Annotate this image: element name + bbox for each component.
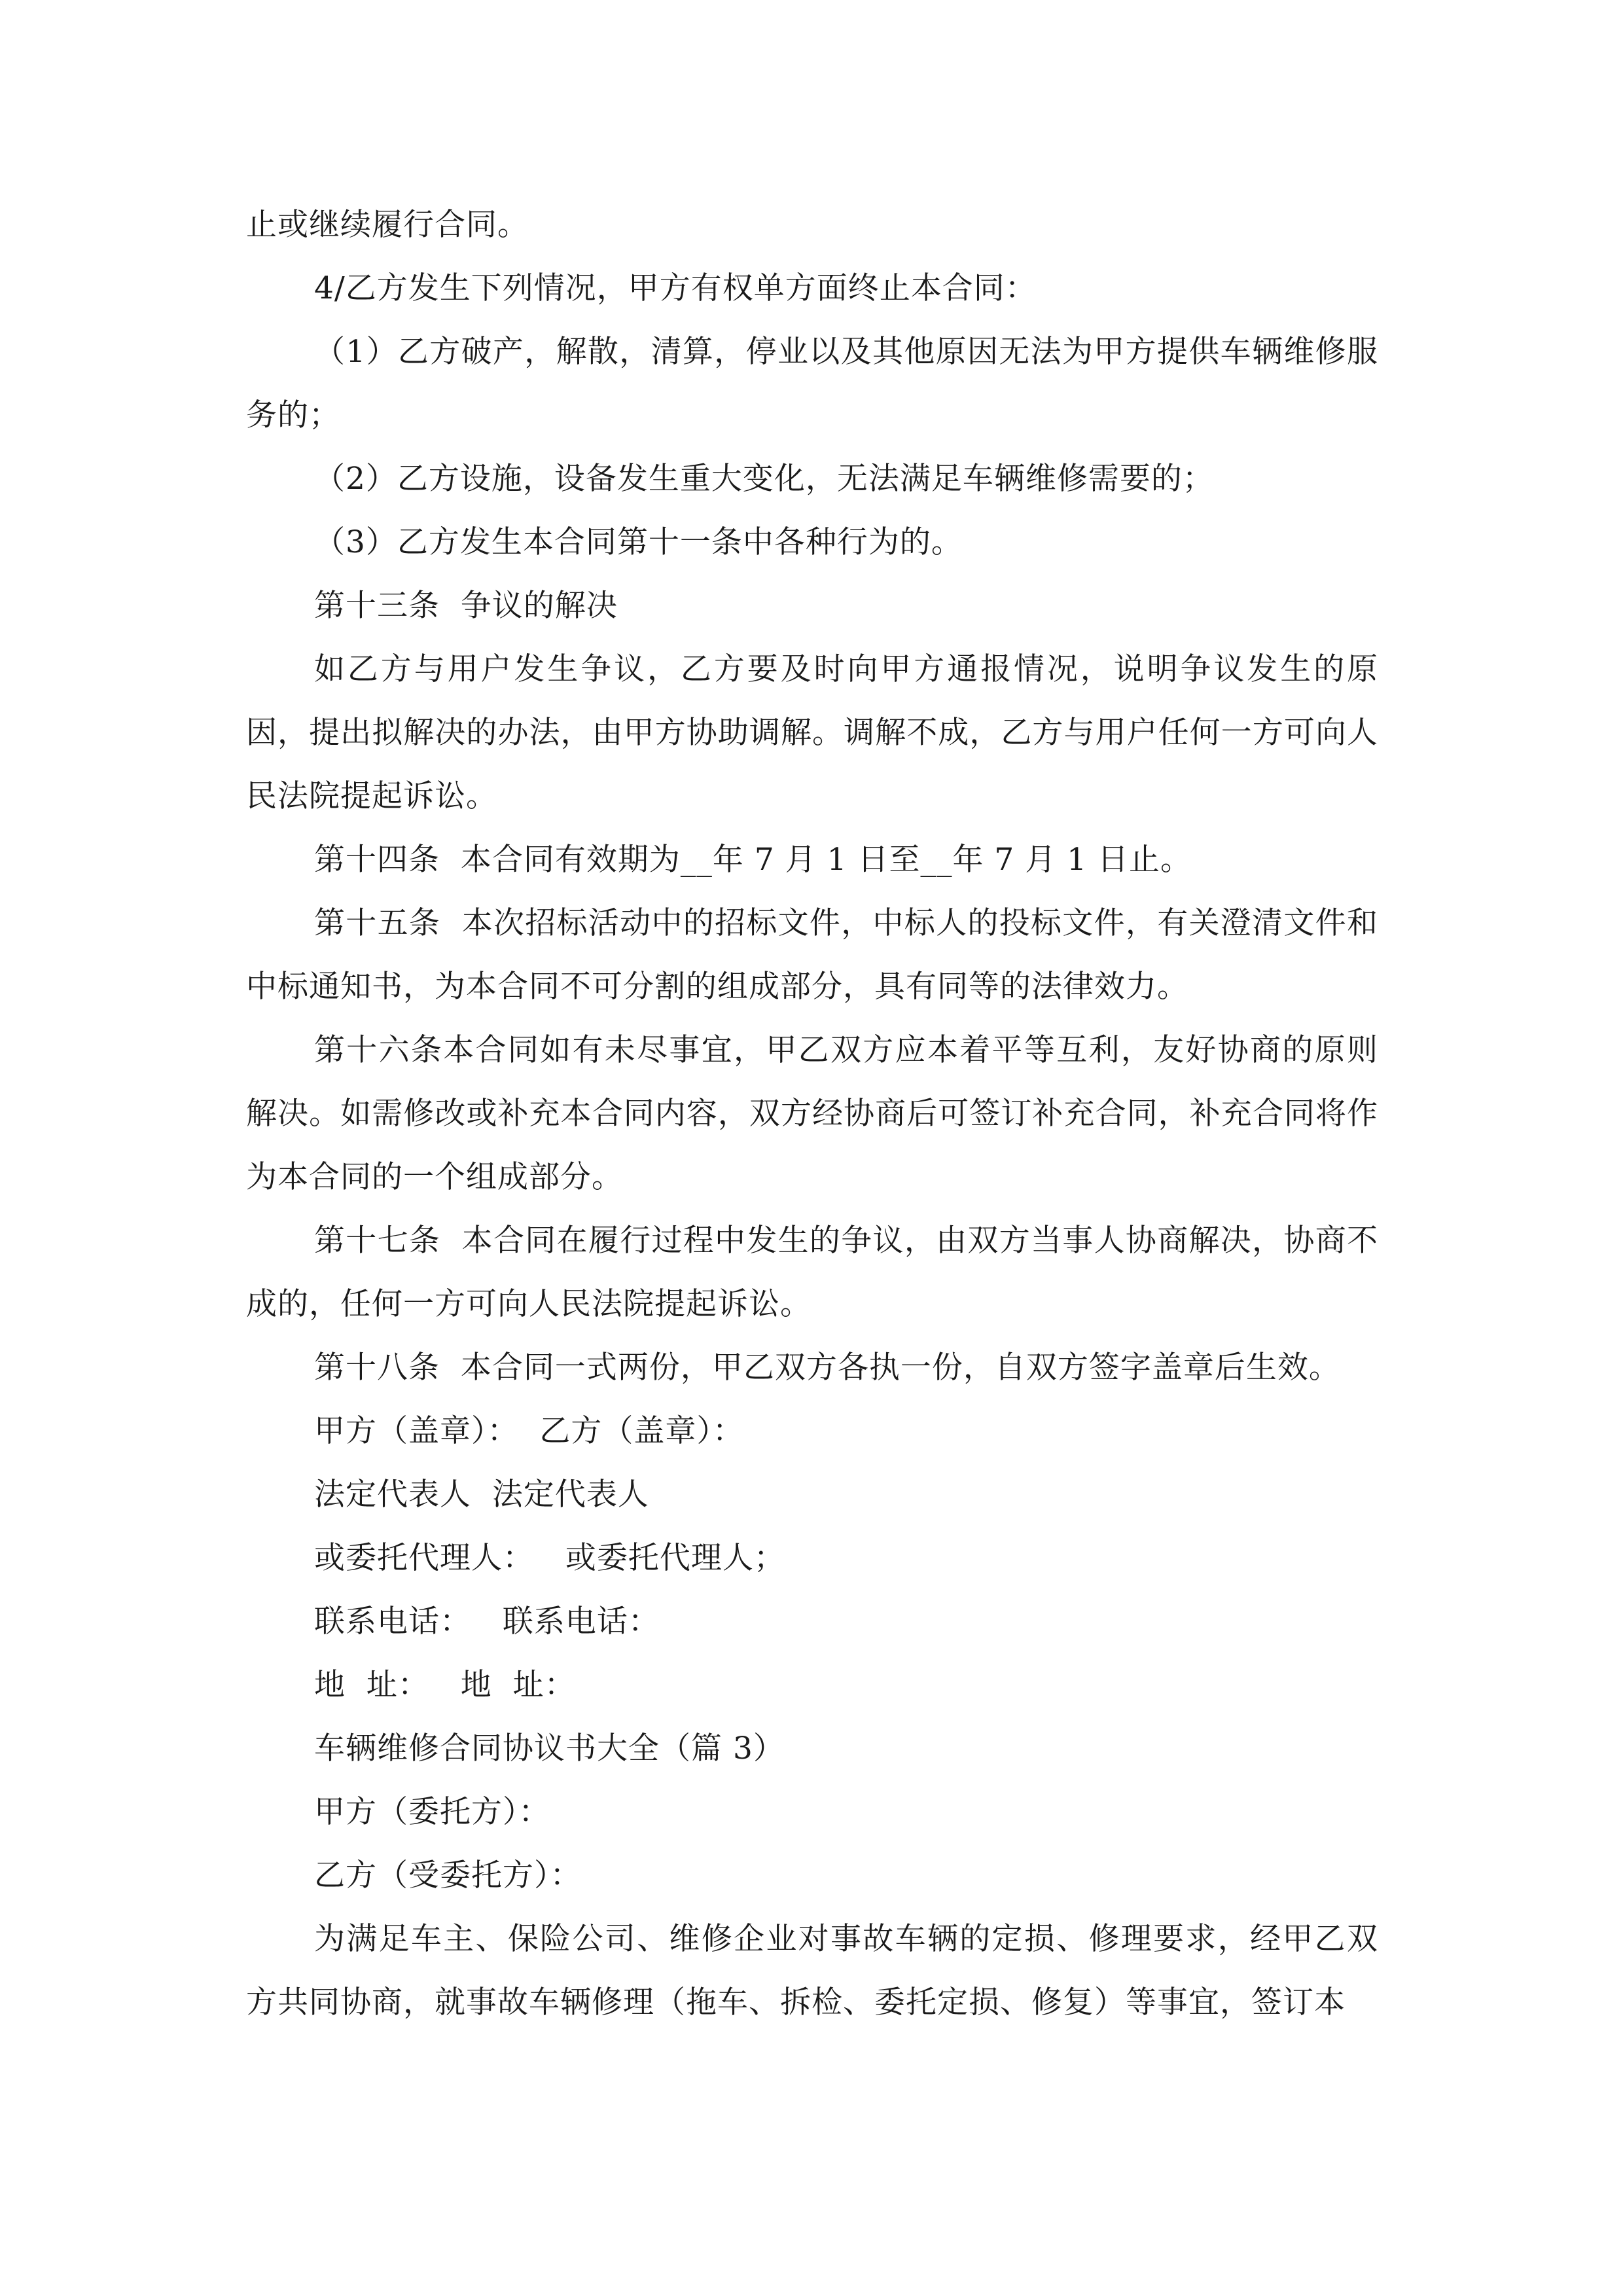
party-b-label: 乙方（受委托方）： — [314, 1857, 582, 1893]
signature-block — [246, 1399, 1378, 1717]
signature-agent-line: 或委托代理人： 或委托代理人； — [314, 1540, 785, 1576]
paragraph: （3）乙方发生本合同第十一条中各种行为的。 — [314, 524, 963, 560]
signature-phone-line: 联系电话： 联系电话： — [314, 1604, 660, 1640]
document-body — [246, 193, 1378, 2034]
paragraph: 如乙方与用户发生争议，乙方要及时向甲方通报情况，说明争议发生的原因，提出拟解决的办法，由甲方协助调解。调解不成，乙方与用户任何一方可向人民法院提起诉讼。 — [246, 651, 1378, 814]
paragraph: 第十四条 本合同有效期为__年 7 月 1 日至__年 7 月 1 日止。 — [314, 842, 1192, 878]
paragraph: （1）乙方破产，解散，清算，停业以及其他原因无法为甲方提供车辆维修服务的； — [246, 334, 1378, 433]
party-a-label: 甲方（委托方）： — [314, 1794, 550, 1830]
paragraph: 4/乙方发生下列情况，甲方有权单方面终止本合同： — [314, 270, 1037, 306]
closing-paragraph: 为满足车主、保险公司、维修企业对事故车辆的定损、修理要求，经甲乙双方共同协商，就事故车辆修理（拖车、拆检、委托定损、修复）等事宜，签订本 — [246, 1921, 1378, 2020]
section-title: 车辆维修合同协议书大全（篇 3） — [314, 1731, 785, 1767]
signature-representative-line: 法定代表人 法定代表人 — [314, 1477, 649, 1513]
article-heading: 第十三条 争议的解决 — [314, 588, 618, 624]
paragraph: 第十五条 本次招标活动中的招标文件，中标人的投标文件，有关澄清文件和中标通知书，为本合同不可分割的组成部分，具有同等的法律效力。 — [246, 905, 1378, 1005]
paragraph: 第十八条 本合同一式两份，甲乙双方各执一份，自双方签字盖章后生效。 — [314, 1350, 1340, 1386]
signature-seal-line: 甲方（盖章）： 乙方（盖章）： — [314, 1413, 744, 1449]
paragraph: 止或继续履行合同。 — [246, 207, 529, 243]
signature-address-line: 地 址： 地 址： — [314, 1667, 576, 1703]
paragraph: （2）乙方设施，设备发生重大变化，无法满足车辆维修需要的； — [314, 461, 1214, 497]
paragraph: 第十七条 本合同在履行过程中发生的争议，由双方当事人协商解决，协商不成的，任何一方可向人民法院提起诉讼。 — [246, 1223, 1378, 1322]
paragraph: 第十六条本合同如有未尽事宜，甲乙双方应本着平等互利，友好协商的原则解决。如需修改或补充本合同内容，双方经协商后可签订补充合同，补充合同将作为本合同的一个组成部分。 — [246, 1032, 1378, 1195]
